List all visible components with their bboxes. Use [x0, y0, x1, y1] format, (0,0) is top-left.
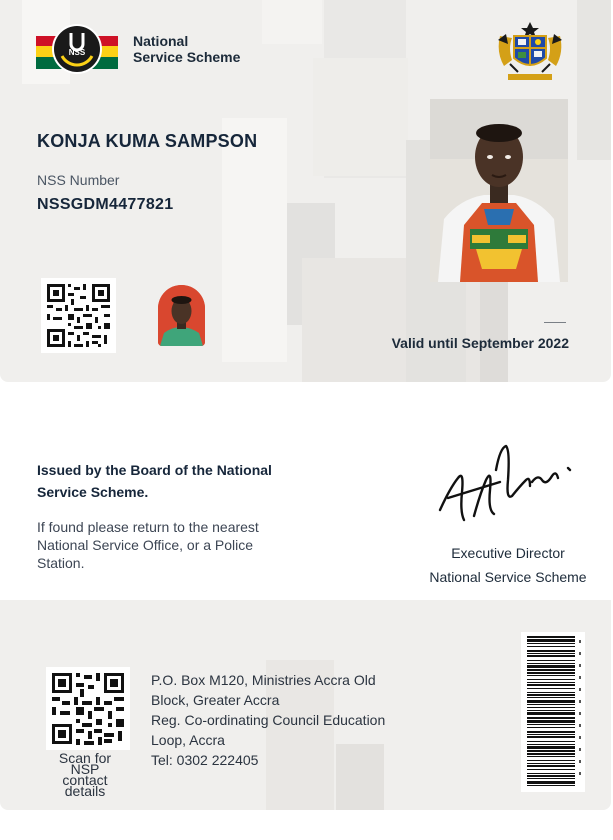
signatory-org: National Service Scheme — [429, 569, 587, 585]
bg-block — [222, 118, 287, 362]
qr-code-icon — [41, 278, 116, 353]
bg-block — [577, 0, 611, 160]
brand-line-1: National — [133, 33, 189, 49]
validity-text: Valid until September 2022 — [391, 335, 569, 351]
contact-address — [151, 670, 416, 770]
address-phone: Tel: 0302 222405 — [151, 752, 259, 768]
qr-code-icon — [46, 667, 130, 750]
return-notice-text: If found please return to the nearest National Service Office, or a Police Station. — [37, 519, 259, 571]
signature-line — [544, 322, 566, 323]
card-front — [0, 0, 611, 382]
signatory-title: Executive Director — [451, 545, 565, 561]
issued-by-text: Issued by the Board of the National Service Scheme. — [37, 462, 272, 500]
holder-photo — [430, 99, 568, 282]
holder-name: KONJA KUMA SAMPSON — [37, 131, 258, 151]
address-line: Reg. Co-ordinating Council Education Loop, Accra — [151, 712, 386, 748]
signatory — [413, 541, 603, 589]
nss-number-value: NSSGDM4477821 — [37, 196, 174, 213]
nss-number-label: NSS Number — [37, 172, 120, 188]
holder-mini-photo — [158, 285, 205, 346]
brand-line-2: Service Scheme — [133, 49, 241, 65]
scan-label: Scan for NSP contact details — [58, 750, 112, 799]
nss-logo-icon — [36, 22, 118, 76]
bg-block — [313, 58, 408, 176]
svg-text:NSS: NSS — [68, 48, 86, 57]
signature-icon — [434, 440, 576, 526]
barcode-icon — [521, 632, 585, 792]
brand-name — [133, 33, 240, 65]
coat-of-arms-icon — [494, 20, 566, 84]
address-line: P.O. Box M120, Ministries Accra Old Block, Greater Accra — [151, 672, 376, 708]
bg-block — [262, 0, 322, 44]
